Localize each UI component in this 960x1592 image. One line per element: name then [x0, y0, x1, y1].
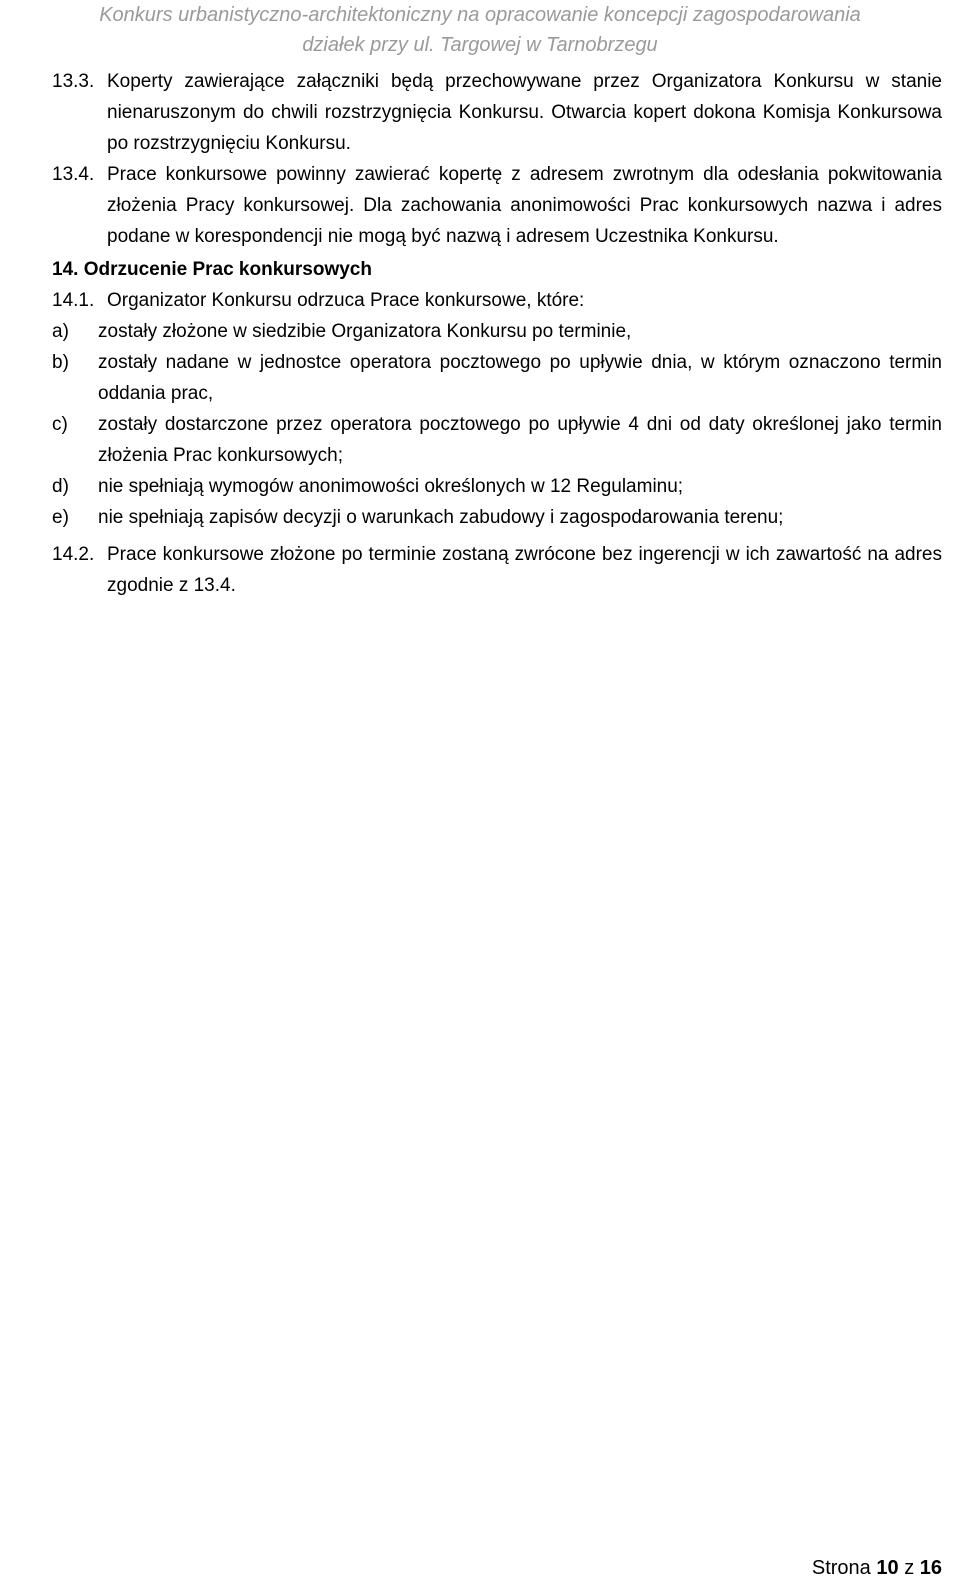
- paragraph-14-2: [52, 539, 942, 601]
- paragraph-number: 13.4.: [52, 164, 95, 185]
- list-item: [52, 409, 942, 471]
- paragraph-13-3: [52, 66, 942, 159]
- page-number: [812, 1553, 942, 1583]
- page-number-current: 10: [876, 1557, 899, 1579]
- paragraph-text: Organizator Konkursu odrzuca Prace konkursowe, które:: [107, 290, 585, 311]
- page-header: [0, 0, 960, 60]
- document-body: [52, 66, 942, 601]
- list-item: [52, 347, 942, 409]
- list-item-letter: b): [52, 352, 69, 373]
- paragraph-text: Koperty zawierające załączniki będą przechowywane przez Organizatora Konkursu w stanie nienaruszonym do chwili rozstrzygnięcia Konkursu. Otwarcia kopert dokona Komisja Konkursowa po rozstrzygnięciu Konkursu.: [107, 71, 942, 154]
- list-item-text: zostały nadane w jednostce operatora pocztowego po upływie dnia, w którym oznaczono termin oddania prac,: [98, 352, 942, 404]
- list-item: [52, 316, 942, 347]
- header-title-line-1: Konkurs urbanistyczno-architektoniczny na opracowanie koncepcji zagospodarowania: [99, 4, 861, 26]
- list-item-letter: d): [52, 476, 69, 497]
- paragraph-number: 14.1.: [52, 290, 95, 311]
- paragraph-text: Prace konkursowe złożone po terminie zostaną zwrócone bez ingerencji w ich zawartość na adres zgodnie z 13.4.: [107, 544, 942, 596]
- list-item-text: zostały złożone w siedzibie Organizatora Konkursu po terminie,: [98, 321, 632, 342]
- paragraph-number: 13.3.: [52, 71, 95, 92]
- page-number-prefix: Strona: [811, 1557, 871, 1579]
- list-item-letter: e): [52, 507, 69, 528]
- list-item-text: nie spełniają wymogów anonimowości określonych w 12 Regulaminu;: [98, 476, 684, 497]
- paragraph-number: 14.2.: [52, 544, 95, 565]
- rejection-criteria-list: [52, 316, 942, 533]
- page-number-total: 16: [919, 1557, 942, 1579]
- section-heading-14: 14. Odrzucenie Prac konkursowych: [52, 259, 372, 280]
- list-item-letter: a): [52, 321, 69, 342]
- paragraph-text: Prace konkursowe powinny zawierać kopertę z adresem zwrotnym dla odesłania pokwitowania złożenia Pracy konkursowej. Dla zachowania anonimowości Prac konkursowych nazwa i adres podane w korespondencji nie mogą być nazwą i adresem Uczestnika Konkursu.: [107, 164, 942, 247]
- list-item-text: nie spełniają zapisów decyzji o warunkach zabudowy i zagospodarowania terenu;: [98, 507, 784, 528]
- page-number-separator: z: [904, 1557, 915, 1579]
- paragraph-14-1: [52, 285, 942, 316]
- paragraph-13-4: [52, 159, 942, 252]
- header-title-line-2: działek przy ul. Targowej w Tarnobrzegu: [302, 34, 658, 56]
- list-item-letter: c): [52, 414, 68, 435]
- list-item: [52, 471, 942, 502]
- list-item-text: zostały dostarczone przez operatora pocztowego po upływie 4 dni od daty określonej jako termin złożenia Prac konkursowych;: [98, 414, 942, 466]
- list-item: [52, 502, 942, 533]
